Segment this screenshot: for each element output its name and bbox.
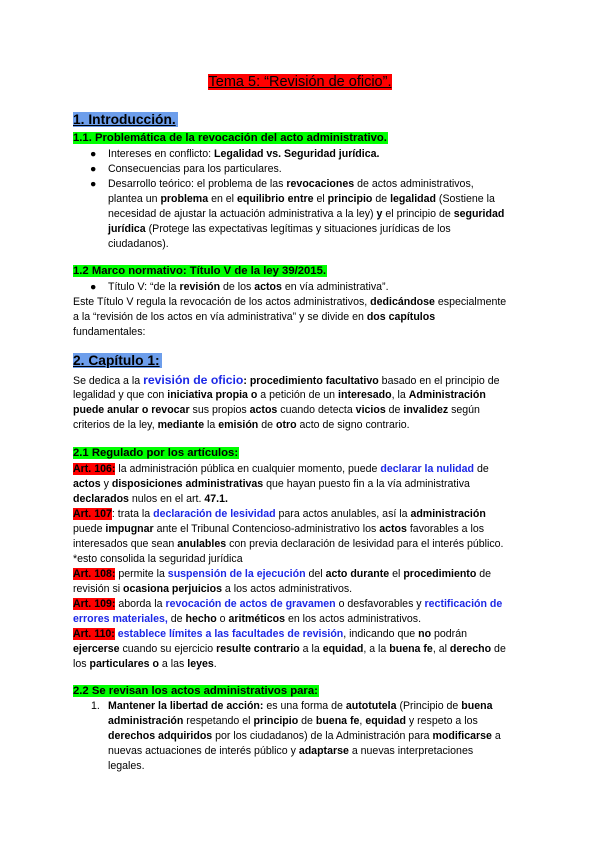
article-109-line: Art. 109: aborda la revocación de actos de gravamen o desfavorables y rectificación de [73, 598, 503, 610]
article-106-line: declarados nulos en el art. 47.1. [73, 493, 228, 505]
subsection-2-1-heading: 2.1 Regulado por los artículos: [73, 447, 239, 459]
list-item-line: ciudadanos). [108, 238, 169, 250]
document-title: Tema 5: “Revisión de oficio”. [208, 74, 392, 90]
paragraph-line: puede anular o revocar sus propios actos cuando detecta vicios de invalidez según [73, 404, 480, 416]
numbered-item-line: administración respetando el principio de buena fe, equidad y respeto a los [108, 715, 478, 727]
paragraph-line: Este Título V regula la revocación de los actos administrativos, dedicándose especialmente [73, 296, 507, 308]
article-107-line: interesados que sean anulables con previa declaración de lesividad para el interés público. [73, 538, 504, 550]
article-106-line: actos y disposiciones administrativas que hayan puesto fin a la vía administrativa [73, 478, 470, 490]
article-tag: Art. 108: [73, 568, 116, 580]
article-110-line: Art. 110: establece límites a las facultades de revisión, indicando que no podrán [73, 628, 467, 640]
paragraph-line: criterios de la ley, mediante la emisión de otro acto de signo contrario. [73, 419, 410, 431]
list-item-line: jurídica (Protege las expectativas legítimas y situaciones jurídicas de los [108, 223, 451, 235]
bullet-icon: ● [90, 148, 97, 160]
numbered-item-line: legales. [108, 760, 145, 772]
section-1-heading: 1. Introducción. [73, 112, 176, 127]
article-106-line: Art. 106: la administración pública en cualquier momento, puede declarar la nulidad de [73, 463, 489, 475]
article-107-line: Art. 107: trata la declaración de lesividad para actos anulables, así la administración [73, 508, 486, 520]
numbered-item-line: nuevas actuaciones de interés público y adaptarse a nuevas interpretaciones [108, 745, 474, 757]
numbered-item-line: derechos adquiridos por los ciudadanos) de la Administración para modificarse a [108, 730, 501, 742]
paragraph-line: legalidad y que con iniciativa propia o a petición de un interesado, la Administración [73, 389, 486, 401]
article-tag: Art. 109: [73, 598, 116, 610]
article-109-line: errores materiales, de hecho o aritméticos en los actos administrativos. [73, 613, 422, 625]
list-item: Título V: “de la revisión de los actos en vía administrativa”. [108, 281, 389, 293]
paragraph-line: Se dedica a la revisión de oficio: procedimiento facultativo basado en el principio de [73, 373, 500, 387]
list-item-line: plantea un problema en el equilibrio entre el principio de legalidad (Sostiene la [108, 193, 495, 205]
article-110-line: ejercerse cuando su ejercicio resulte contrario a la equidad, a la buena fe, al derecho de [73, 643, 506, 655]
paragraph-line: fundamentales: [73, 326, 146, 338]
article-110-line: los particulares o a las leyes. [73, 658, 217, 670]
subsection-2-2-heading: 2.2 Se revisan los actos administrativos para: [73, 685, 318, 697]
article-tag: Art. 110: [73, 628, 115, 640]
list-item-line: necesidad de ajustar la actuación administrativa a la ley) y el principio de seguridad [108, 208, 505, 220]
bullet-icon: ● [90, 178, 97, 190]
list-number: 1. [91, 700, 100, 712]
article-tag: Art. 107 [73, 508, 112, 520]
bullet-icon: ● [90, 163, 97, 175]
list-item: Consecuencias para los particulares. [108, 163, 282, 175]
list-item: Intereses en conflicto: Legalidad vs. Seguridad jurídica. [108, 148, 380, 160]
article-107-line: puede impugnar ante el Tribunal Contencioso-administrativo los actos favorables a los [73, 523, 485, 535]
article-108-line: revisión si ocasiona perjuicios a los actos administrativos. [73, 583, 353, 595]
bullet-icon: ● [90, 281, 97, 293]
article-108-line: Art. 108: permite la suspensión de la ejecución del acto durante el procedimiento de [73, 568, 492, 580]
article-tag: Art. 106: [73, 463, 116, 475]
list-item-line: Desarrollo teórico: el problema de las revocaciones de actos administrativos, [108, 178, 474, 190]
paragraph-line: a la “revisión de los actos en vía administrativa” y se divide en dos capítulos [73, 311, 436, 323]
subsection-1-2-heading: 1.2 Marco normativo: Título V de la ley 39/2015. [73, 265, 327, 277]
section-2-heading: 2. Capítulo 1: [73, 353, 160, 368]
numbered-item-line: Mantener la libertad de acción: es una forma de autotutela (Principio de buena [108, 700, 493, 712]
article-107-note: *esto consolida la seguridad jurídica [73, 553, 243, 565]
subsection-1-1-heading: 1.1. Problemática de la revocación del acto administrativo. [73, 132, 387, 144]
